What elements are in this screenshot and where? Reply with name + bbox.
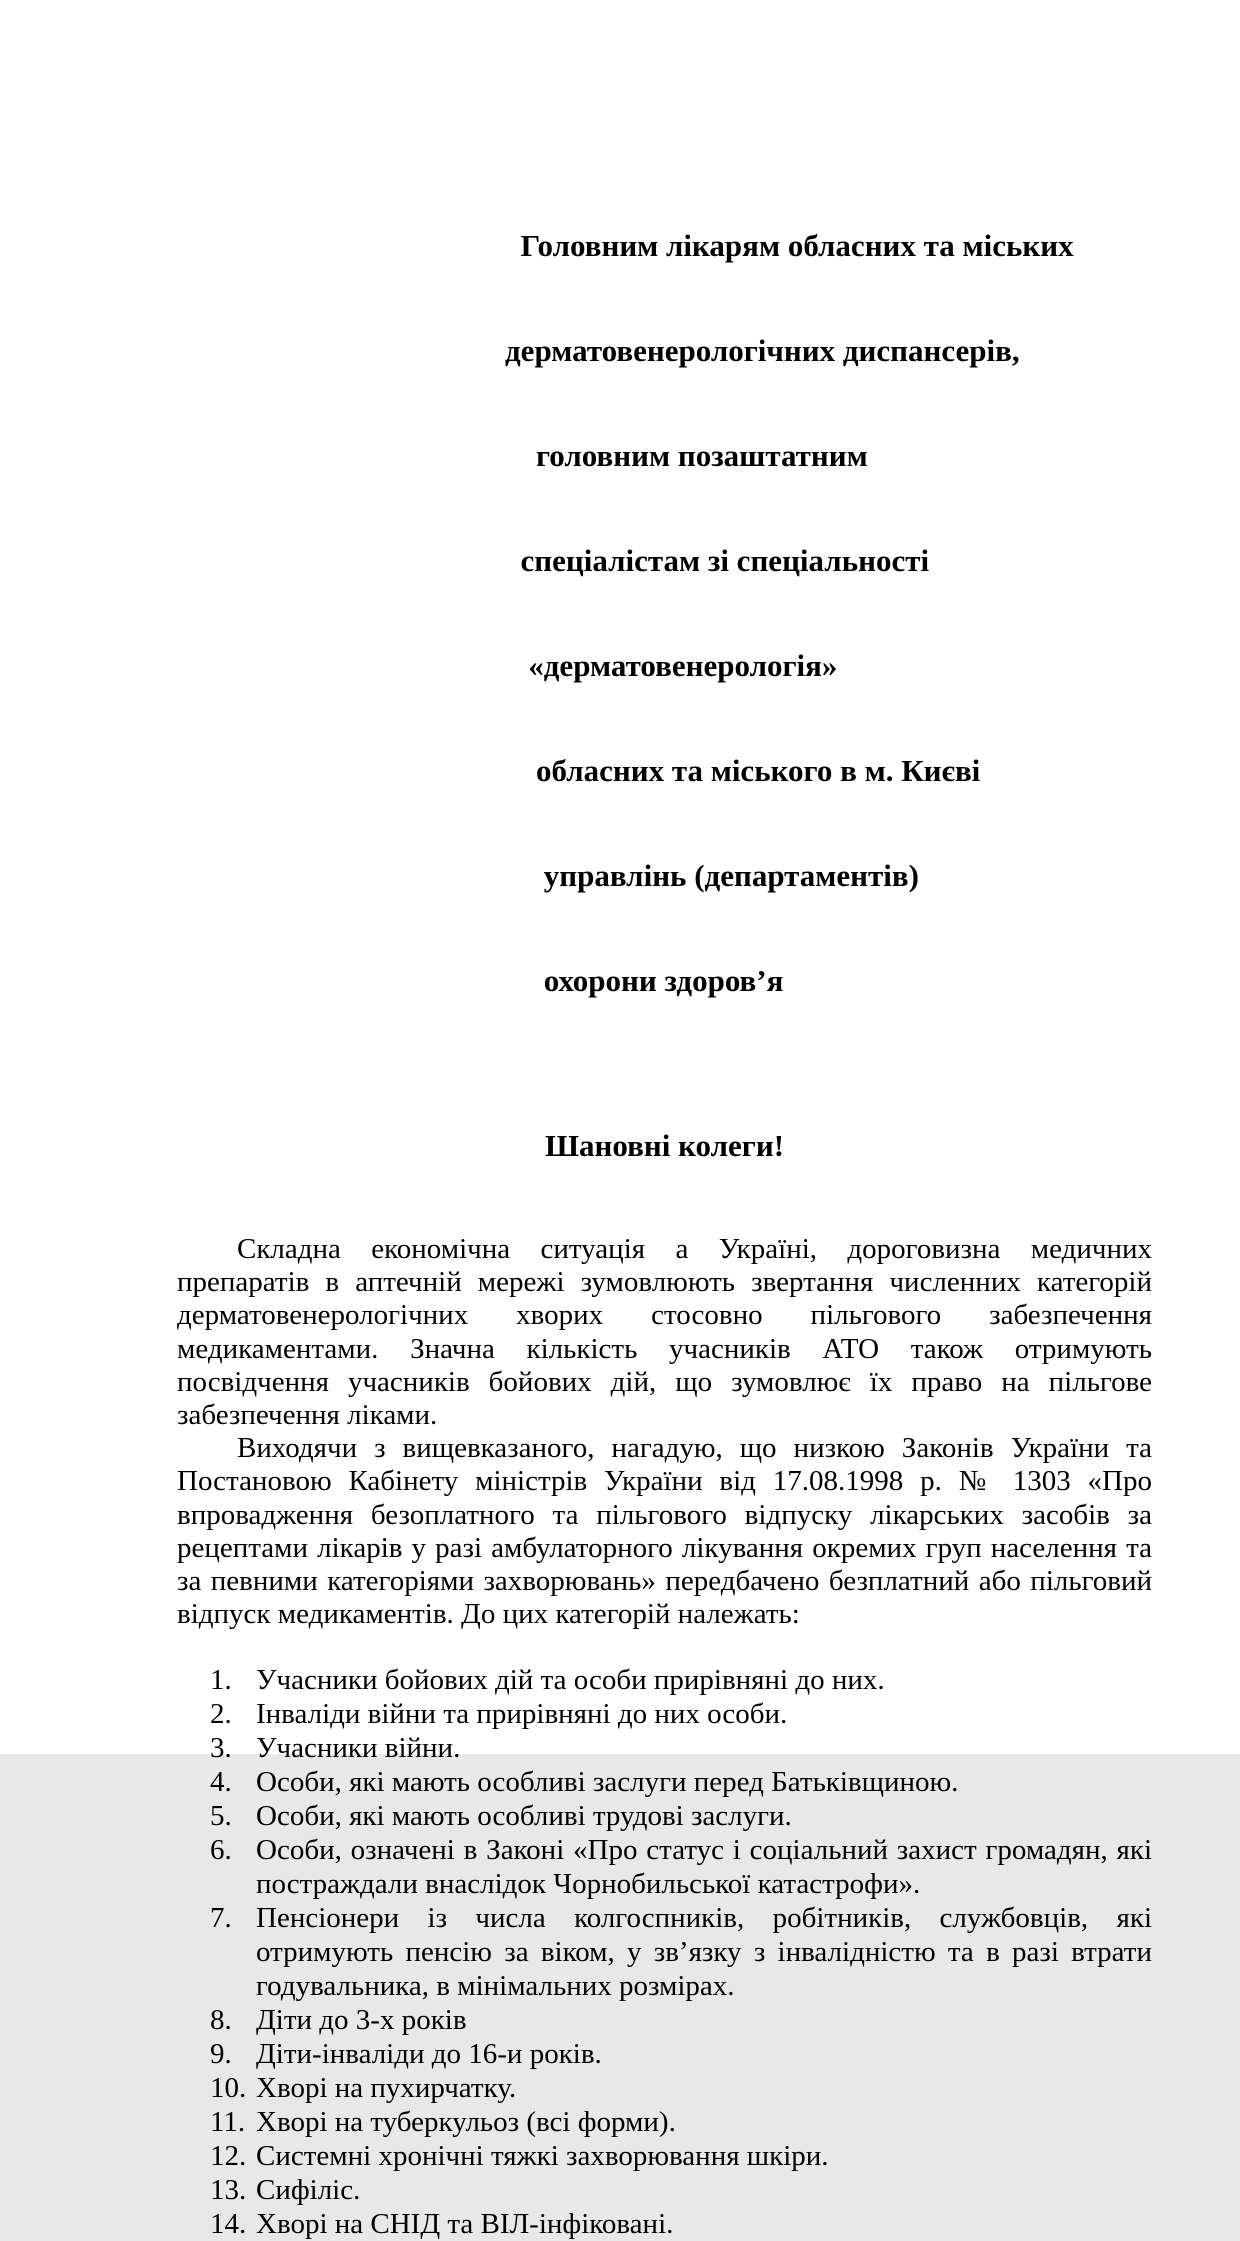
list-item-number: 12. <box>210 2140 247 2173</box>
list-item <box>210 1833 1152 1901</box>
recipient-line: «дерматовенерологія» <box>505 648 838 683</box>
list-item <box>210 2003 1152 2037</box>
recipient-line: управлінь (департаментів) <box>505 858 919 893</box>
recipient-line: головним позаштатним <box>505 438 868 473</box>
list-item-number: 7. <box>210 1902 232 1935</box>
list-item-number: 10. <box>210 2072 247 2105</box>
paragraph: Складна економічна ситуація а Україні, дороговизна медичних препаратів в аптечній мережі зумовлюють звертання численних категорій дерматовенерологічних хворих стосовно пільгового забезпечення медикаментами. Значна кількість учасників АТО також отримують посвідчення учасників бойових дій, що зумовлює їх право на пільгове забезпечення ліками. <box>177 1233 1152 1432</box>
list-item <box>210 1731 1152 1765</box>
list-item <box>210 2173 1152 2207</box>
list-item-text: Хворі на пухирчатку. <box>256 2072 517 2105</box>
list-item-number: 8. <box>210 2004 232 2037</box>
list-item-number: 5. <box>210 1800 232 1833</box>
list-item-text: Учасники війни. <box>256 1732 461 1765</box>
list-item-number: 2. <box>210 1698 232 1731</box>
list-item-number: 4. <box>210 1766 232 1799</box>
list-item-number: 14. <box>210 2208 247 2241</box>
list-item-text: Сифіліс. <box>256 2174 361 2207</box>
body-paragraphs <box>177 1233 1152 1631</box>
list-item <box>210 1799 1152 1833</box>
list-item-text: Особи, які мають особливі заслуги перед Батьківщиною. <box>256 1766 959 1799</box>
list-item <box>210 1697 1152 1731</box>
list-item-text: Діти до 3-х років <box>256 2004 467 2037</box>
recipient-line: Головним лікарям обласних та міських <box>505 228 1074 263</box>
list-item-number: 6. <box>210 1834 232 1867</box>
list-item-text: Системні хронічні тяжкі захворювання шкіри. <box>256 2140 829 2173</box>
list-item <box>210 2207 1152 2241</box>
list-item-number: 9. <box>210 2038 232 2071</box>
list-item-text: Хворі на СНІД та ВІЛ-інфіковані. <box>256 2208 674 2241</box>
list-item <box>210 1901 1152 2003</box>
list-item <box>210 2139 1152 2173</box>
list-item <box>210 1663 1152 1697</box>
recipient-line: дерматовенерологічних диспансерів, <box>505 333 1020 368</box>
list-item-text: Хворі на туберкульоз (всі форми). <box>256 2106 676 2139</box>
list-item-text: Пенсіонери із числа колгоспників, робітників, службовців, які отримують пенсію за віком, у зв’язку з інвалідністю та в разі втрати годувальника, в мінімальних розмірах. <box>256 1902 1152 2003</box>
paragraph: Виходячи з вищевказаного, нагадую, що низкою Законів України та Постановою Кабінету міністрів України від 17.08.1998 р. № 1303 «Про впровадження безоплатного та пільгового відпуску лікарських засобів за рецептами лікарів у разі амбулаторного лікування окремих груп населення та за певними категоріями захворювань» передбачено безплатний або пільговий відпуск медикаментів. До цих категорій належать: <box>177 1432 1152 1631</box>
recipient-line: спеціалістам зі спеціальності <box>505 543 930 578</box>
recipient-line: обласних та міського в м. Києві <box>505 753 981 788</box>
list-item <box>210 2071 1152 2105</box>
list-item-text: Особи, означені в Законі «Про статус і соціальний захист громадян, які постраждали внаслідок Чорнобильської катастрофи». <box>256 1834 1152 1901</box>
list-item <box>210 1765 1152 1799</box>
list-item-number: 11. <box>210 2106 246 2139</box>
recipient-block <box>505 158 1152 1068</box>
list-item-number: 3. <box>210 1732 232 1765</box>
document-content <box>177 158 1152 2241</box>
benefit-categories-list <box>210 1663 1152 2241</box>
list-item-text: Учасники бойових дій та особи прирівняні до них. <box>256 1664 885 1697</box>
list-item <box>210 2037 1152 2071</box>
list-item-text: Інваліди війни та прирівняні до них особи. <box>256 1698 788 1731</box>
salutation: Шановні колеги! <box>544 1128 785 1163</box>
list-item-number: 1. <box>210 1664 232 1697</box>
list-item-text: Особи, які мають особливі трудові заслуги. <box>256 1800 792 1833</box>
recipient-line: охорони здоров’я <box>505 963 784 998</box>
list-item <box>210 2105 1152 2139</box>
list-item-text: Діти-інваліди до 16-и років. <box>256 2038 602 2071</box>
list-item-number: 13. <box>210 2174 247 2207</box>
